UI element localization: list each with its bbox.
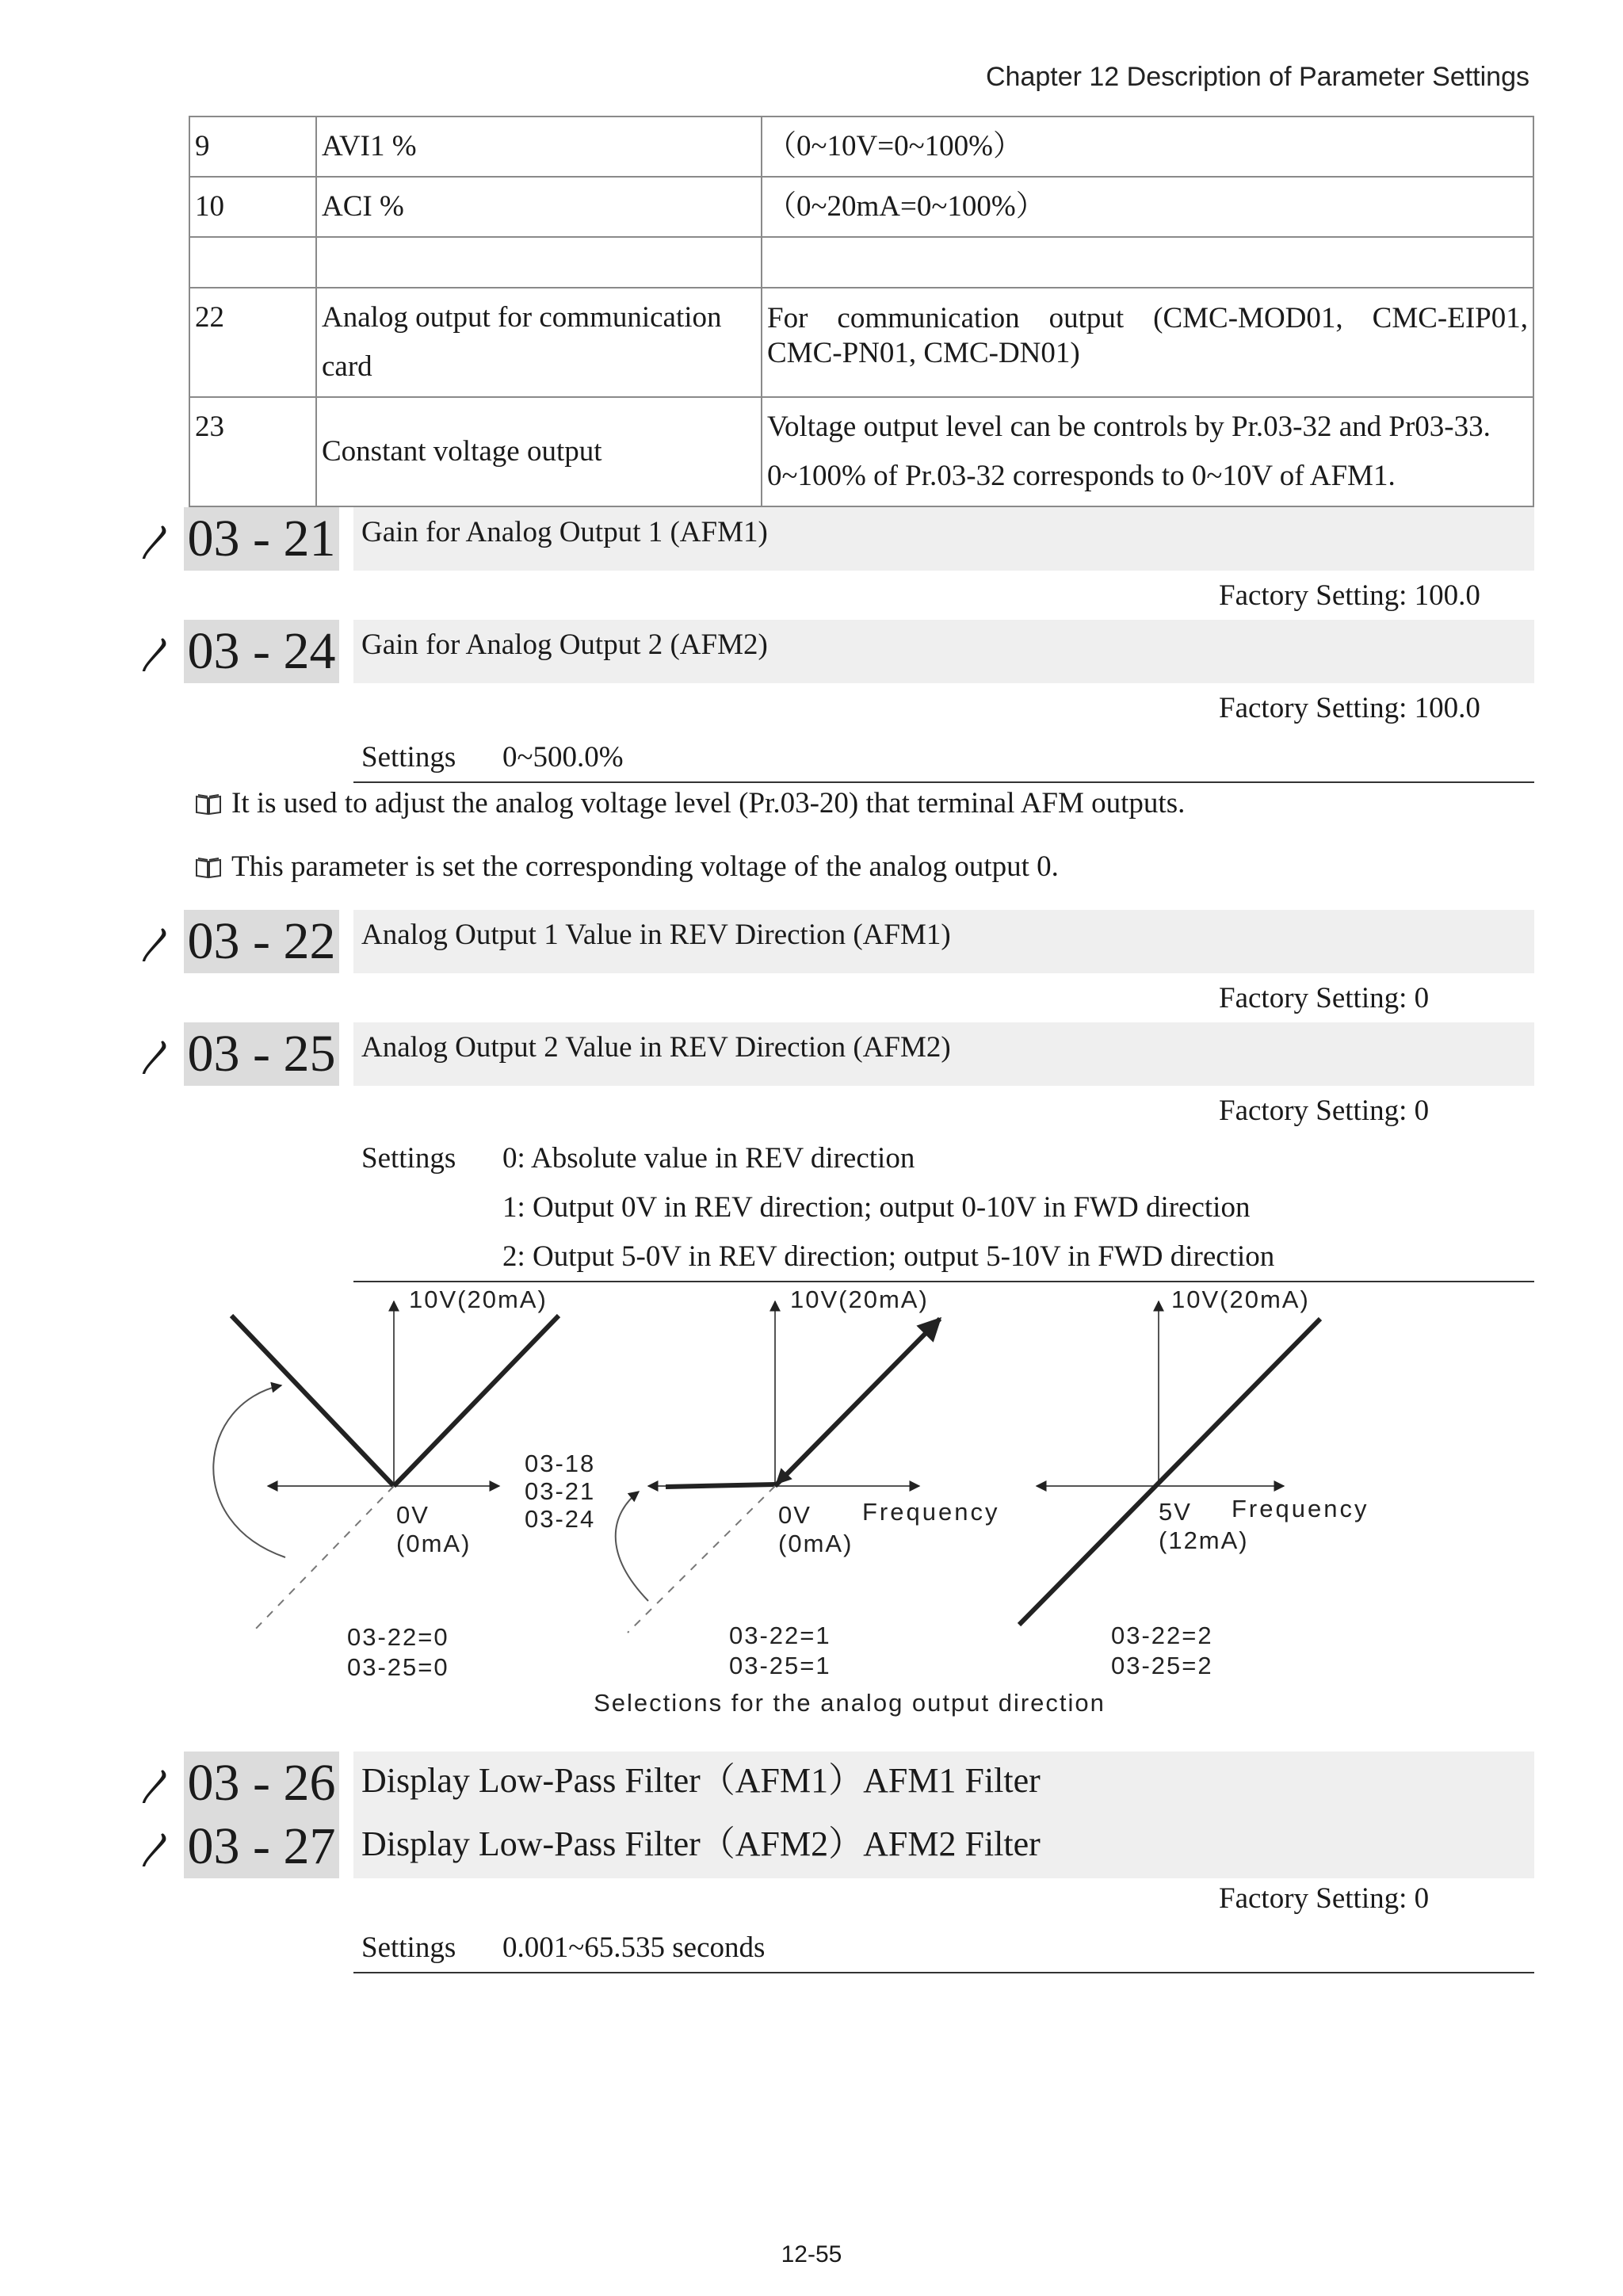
table-cell [189, 237, 316, 288]
table-cell: ACI % [316, 177, 762, 237]
param-ref-label: 03-21 [525, 1477, 596, 1505]
cell-line: 0~100% of Pr.03-32 corresponds to 0~10V of AFM1. [767, 460, 1396, 492]
cell-line: card [322, 350, 372, 383]
param-ref-label: 03-18 [525, 1450, 596, 1477]
x-axis-label: Frequency [862, 1498, 1000, 1526]
param-number: 03 - 24 [184, 620, 339, 683]
settings-value: 0.001~65.535 seconds [502, 1931, 766, 1964]
settings-value: 0~500.0% [502, 741, 624, 774]
graph-zero-in-rev [616, 1286, 1000, 1679]
figure-caption: Selections for the analog output direction [594, 1689, 1106, 1717]
graph-offset-5v [1019, 1286, 1369, 1679]
graph-absolute-value [213, 1286, 595, 1681]
origin-label: 5V [1159, 1498, 1192, 1526]
param-title: Gain for Analog Output 1 (AFM1) [361, 516, 768, 548]
negative-projection [252, 1486, 394, 1633]
settings-option: 2: Output 5-0V in REV direction; output 5-10V in FWD direction [502, 1240, 1275, 1273]
table-cell: 22 [189, 288, 316, 397]
param-number: 03 - 21 [184, 507, 339, 571]
edit-while-running-icon: 〳 [136, 925, 171, 965]
setting-caption: 03-22=1 [729, 1622, 831, 1649]
param-number: 03 - 25 [184, 1022, 339, 1086]
factory-setting: Factory Setting: 0 [1219, 1882, 1430, 1915]
fold-arrow [777, 1319, 940, 1484]
factory-setting: Factory Setting: 0 [1219, 1095, 1430, 1127]
table-row [189, 177, 1533, 237]
negative-projection [628, 1486, 775, 1633]
table-cell [762, 288, 1533, 397]
divider [353, 1972, 1534, 1973]
factory-setting: Factory Setting: 0 [1219, 982, 1430, 1014]
y-axis-label: 10V(20mA) [1171, 1286, 1310, 1313]
table-cell [762, 397, 1533, 506]
param-title: Analog Output 1 Value in REV Direction (AFM1) [361, 919, 951, 951]
param-title: Display Low-Pass Filter（AFM1）AFM1 Filter [361, 1761, 1041, 1800]
param-number: 03 - 26 [187, 1754, 336, 1812]
table-row [189, 237, 1533, 288]
cell-line: Constant voltage output [322, 435, 602, 468]
note-text: This parameter is set the corresponding voltage of the analog output 0. [231, 850, 1059, 883]
cell-line: Analog output for communication [322, 301, 722, 334]
table-cell [316, 397, 762, 506]
table-cell: 10 [189, 177, 316, 237]
mirror-arrow [213, 1385, 285, 1557]
setting-caption: 03-25=1 [729, 1652, 831, 1679]
divider [353, 781, 1534, 783]
table-cell: 23 [189, 397, 316, 506]
table-row [189, 117, 1533, 177]
origin-label: 0V [778, 1501, 812, 1529]
table-cell: AVI1 % [316, 117, 762, 177]
edit-while-running-icon: 〳 [136, 1037, 171, 1078]
origin-label: 0V [396, 1501, 430, 1529]
book-icon [195, 792, 222, 816]
factory-setting: Factory Setting: 100.0 [1219, 692, 1480, 724]
chapter-header: Chapter 12 Description of Parameter Settings [985, 62, 1529, 92]
param-number-block [184, 1752, 339, 1878]
origin-label: (12mA) [1159, 1526, 1249, 1554]
edit-while-running-icon: 〳 [136, 1767, 171, 1807]
table-cell [316, 288, 762, 397]
output-line [1019, 1319, 1320, 1625]
param-title: Gain for Analog Output 2 (AFM2) [361, 628, 768, 661]
settings-option: 1: Output 0V in REV direction; output 0-10V in FWD direction [502, 1191, 1251, 1224]
table-cell: 9 [189, 117, 316, 177]
settings-label: Settings [361, 1931, 456, 1964]
table-cell [762, 237, 1533, 288]
y-axis-label: 10V(20mA) [409, 1286, 548, 1313]
settings-label: Settings [361, 1142, 456, 1175]
note-text: It is used to adjust the analog voltage level (Pr.03-20) that terminal AFM outputs. [231, 787, 1186, 819]
param-title: Display Low-Pass Filter（AFM2）AFM2 Filter [361, 1824, 1041, 1863]
origin-label: (0mA) [396, 1530, 472, 1557]
output-direction-figure [0, 1284, 1623, 1728]
origin-label: (0mA) [778, 1530, 854, 1557]
cell-line: CMC-PN01, CMC-DN01) [767, 337, 1080, 369]
param-title: Analog Output 2 Value in REV Direction (AFM2) [361, 1031, 951, 1064]
param-ref-label: 03-24 [525, 1505, 596, 1533]
table-cell: （0~20mA=0~100%） [762, 177, 1533, 237]
cell-line: For communication output (CMC-MOD01, CMC-EIP01, [767, 302, 1528, 334]
analog-output-table [189, 116, 1534, 507]
output-line-rev [231, 1316, 394, 1486]
clamp-arrow [616, 1492, 648, 1601]
x-axis-label: Frequency [1232, 1495, 1369, 1522]
setting-caption: 03-22=0 [347, 1623, 449, 1651]
settings-option: 0: Absolute value in REV direction [502, 1142, 915, 1175]
table-cell: （0~10V=0~100%） [762, 117, 1533, 177]
settings-label: Settings [361, 741, 456, 774]
edit-while-running-icon: 〳 [136, 635, 171, 675]
edit-while-running-icon: 〳 [136, 522, 171, 563]
edit-while-running-icon: 〳 [136, 1830, 171, 1870]
cell-line: Voltage output level can be controls by Pr.03-32 and Pr03-33. [767, 411, 1491, 443]
table-row [189, 288, 1533, 397]
output-line-rev-zero [666, 1484, 775, 1487]
setting-caption: 03-25=2 [1111, 1652, 1213, 1679]
factory-setting: Factory Setting: 100.0 [1219, 579, 1480, 612]
table-row [189, 397, 1533, 506]
setting-caption: 03-25=0 [347, 1653, 449, 1681]
note [195, 850, 1059, 884]
table-cell [316, 237, 762, 288]
param-number: 03 - 27 [187, 1817, 336, 1875]
param-number: 03 - 22 [184, 910, 339, 973]
divider [353, 1281, 1534, 1282]
note [195, 786, 1185, 820]
page-number: 12-55 [781, 2241, 842, 2267]
book-icon [195, 855, 222, 879]
setting-caption: 03-22=2 [1111, 1622, 1213, 1649]
y-axis-label: 10V(20mA) [790, 1286, 929, 1313]
